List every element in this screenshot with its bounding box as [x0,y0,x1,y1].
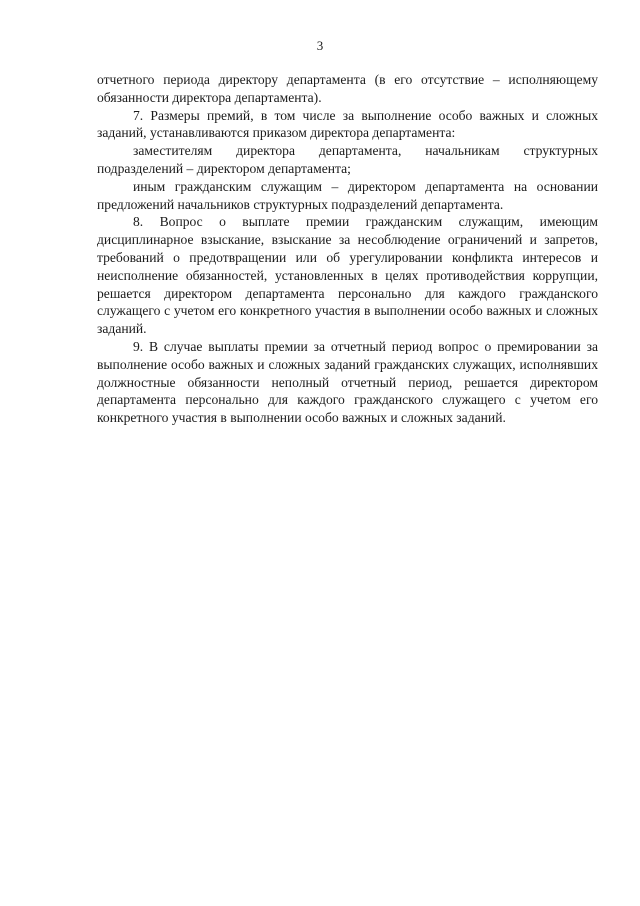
paragraph-9: 9. В случае выплаты премии за отчетный период вопрос о премировании за выполнение особо важных и сложных заданий гражданских служащих, исполнявших должностные обязанности неполный отчетный период, решается директором департамента персонально для каждого гражданского служащего с учетом его конкретного участия в выполнении особо важных и сложных заданий. [97,338,598,426]
paragraph-continuation: отчетного периода директору департамента (в его отсутствие – исполняющему обязанности директора департамента). [97,72,598,105]
document-body [97,71,598,427]
paragraph-8: 8. Вопрос о выплате премии гражданским служащим, имеющим дисциплинарное взыскание, взыскание за несоблюдение ограничений и запретов, требований о предотвращении или об урегулировании конфликта интересов и неисполнение обязанностей, установленных в целях противодействия коррупции, решается директором департамента персонально для каждого гражданского служащего с учетом его конкретного участия в выполнении особо важных и сложных заданий. [97,214,598,337]
page-number: 3 [316,38,324,53]
paragraph-7-item-deputies: заместителям директора департамента, начальникам структурных подразделений – директором департамента; [97,143,598,176]
paragraph-7-item-other-servants: иным гражданским служащим – директором департамента на основании предложений начальников структурных подразделений департамента. [97,178,598,212]
paragraph-7: 7. Размеры премий, в том числе за выполнение особо важных и сложных заданий, устанавливаются приказом директора департамента: [97,107,598,141]
